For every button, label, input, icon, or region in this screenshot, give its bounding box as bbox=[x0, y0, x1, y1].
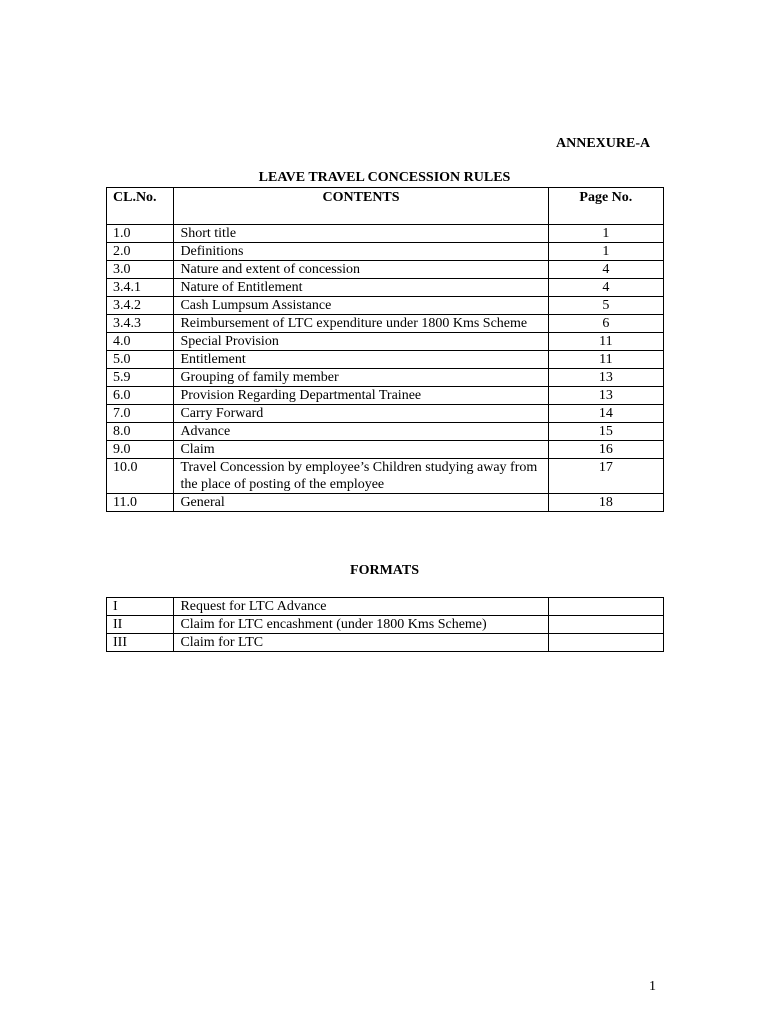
clause-title: Travel Concession by employee’s Children studying away from the place of posting of the employee bbox=[174, 459, 548, 494]
table-row bbox=[107, 494, 664, 512]
page-number: 1 bbox=[649, 979, 656, 994]
page-ref bbox=[548, 616, 663, 634]
page-ref: 5 bbox=[548, 297, 663, 315]
clause-number: 10.0 bbox=[107, 459, 174, 494]
page-ref bbox=[548, 634, 663, 652]
clause-title: Request for LTC Advance bbox=[174, 598, 548, 616]
header-contents: CONTENTS bbox=[174, 188, 548, 225]
clause-number: 4.0 bbox=[107, 333, 174, 351]
clause-number: 3.4.1 bbox=[107, 279, 174, 297]
clause-title: Grouping of family member bbox=[174, 369, 548, 387]
clause-title: Special Provision bbox=[174, 333, 548, 351]
clause-title: Nature and extent of concession bbox=[174, 261, 548, 279]
table-row bbox=[107, 297, 664, 315]
clause-title: Definitions bbox=[174, 243, 548, 261]
clause-number: 6.0 bbox=[107, 387, 174, 405]
page-ref: 13 bbox=[548, 369, 663, 387]
table-row bbox=[107, 243, 664, 261]
page-ref: 16 bbox=[548, 441, 663, 459]
clause-number: III bbox=[107, 634, 174, 652]
table-row bbox=[107, 598, 664, 616]
page-ref: 1 bbox=[548, 225, 663, 243]
clause-number: I bbox=[107, 598, 174, 616]
page-ref: 11 bbox=[548, 333, 663, 351]
page-ref: 4 bbox=[548, 261, 663, 279]
clause-title: Claim bbox=[174, 441, 548, 459]
formats-table bbox=[106, 597, 664, 652]
clause-title: Reimbursement of LTC expenditure under 1800 Kms Scheme bbox=[174, 315, 548, 333]
page-ref: 1 bbox=[548, 243, 663, 261]
table-row bbox=[107, 616, 664, 634]
table-row bbox=[107, 315, 664, 333]
contents-header-row bbox=[107, 188, 664, 225]
clause-title: Advance bbox=[174, 423, 548, 441]
clause-number: 9.0 bbox=[107, 441, 174, 459]
header-cl-no: CL.No. bbox=[107, 188, 174, 225]
clause-number: 5.0 bbox=[107, 351, 174, 369]
table-row bbox=[107, 405, 664, 423]
clause-number: 2.0 bbox=[107, 243, 174, 261]
page-ref: 11 bbox=[548, 351, 663, 369]
page-ref: 17 bbox=[548, 459, 663, 494]
page-ref: 14 bbox=[548, 405, 663, 423]
clause-title: General bbox=[174, 494, 548, 512]
clause-number: 11.0 bbox=[107, 494, 174, 512]
header-page-no: Page No. bbox=[548, 188, 663, 225]
contents-table bbox=[106, 187, 664, 512]
clause-number: 3.4.3 bbox=[107, 315, 174, 333]
clause-title: Claim for LTC encashment (under 1800 Kms Scheme) bbox=[174, 616, 548, 634]
clause-title: Entitlement bbox=[174, 351, 548, 369]
table-row bbox=[107, 279, 664, 297]
table-row bbox=[107, 423, 664, 441]
clause-number: 7.0 bbox=[107, 405, 174, 423]
formats-heading: FORMATS bbox=[350, 563, 419, 578]
clause-title: Claim for LTC bbox=[174, 634, 548, 652]
clause-title: Short title bbox=[174, 225, 548, 243]
table-row bbox=[107, 225, 664, 243]
clause-number: 8.0 bbox=[107, 423, 174, 441]
clause-number: II bbox=[107, 616, 174, 634]
clause-title: Cash Lumpsum Assistance bbox=[174, 297, 548, 315]
clause-number: 1.0 bbox=[107, 225, 174, 243]
clause-title: Carry Forward bbox=[174, 405, 548, 423]
table-row bbox=[107, 261, 664, 279]
document-title: LEAVE TRAVEL CONCESSION RULES bbox=[258, 170, 511, 185]
clause-number: 5.9 bbox=[107, 369, 174, 387]
table-row bbox=[107, 351, 664, 369]
clause-number: 3.0 bbox=[107, 261, 174, 279]
page-ref: 6 bbox=[548, 315, 663, 333]
page-ref bbox=[548, 598, 663, 616]
table-row bbox=[107, 387, 664, 405]
table-row bbox=[107, 369, 664, 387]
page-ref: 15 bbox=[548, 423, 663, 441]
table-row bbox=[107, 333, 664, 351]
page-ref: 18 bbox=[548, 494, 663, 512]
clause-title: Nature of Entitlement bbox=[174, 279, 548, 297]
page-ref: 4 bbox=[548, 279, 663, 297]
table-row bbox=[107, 634, 664, 652]
table-row bbox=[107, 441, 664, 459]
page-ref: 13 bbox=[548, 387, 663, 405]
annexure-label: ANNEXURE-A bbox=[556, 136, 651, 151]
clause-number: 3.4.2 bbox=[107, 297, 174, 315]
clause-title: Provision Regarding Departmental Trainee bbox=[174, 387, 548, 405]
table-row bbox=[107, 459, 664, 494]
